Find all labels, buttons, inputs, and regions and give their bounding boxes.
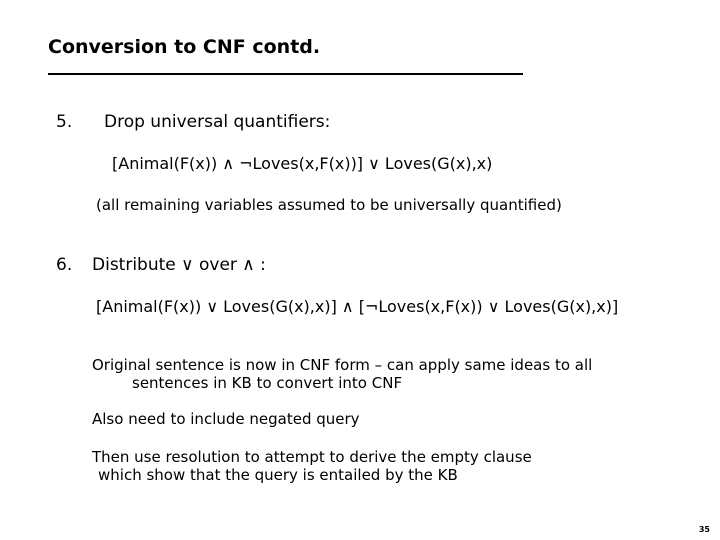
cnf-form-line-2: sentences in KB to convert into CNF	[132, 374, 403, 392]
slide-title: Conversion to CNF contd.	[48, 36, 321, 58]
step-6-heading: Distribute ∨ over ∧ :	[92, 255, 266, 275]
resolution-line-1: Then use resolution to attempt to derive the empty clause	[92, 448, 532, 466]
step-6-number: 6.	[56, 255, 73, 275]
step-6-formula: [Animal(F(x)) ∨ Loves(G(x),x)] ∧ [¬Loves(x,F(x)) ∨ Loves(G(x),x)]	[96, 297, 619, 316]
title-underline	[48, 73, 523, 75]
resolution-line-2: which show that the query is entailed by the KB	[98, 466, 458, 484]
cnf-form-line-1: Original sentence is now in CNF form – can apply same ideas to all	[92, 356, 593, 374]
page-number: 35	[698, 525, 710, 534]
step-5-formula: [Animal(F(x)) ∧ ¬Loves(x,F(x))] ∨ Loves(G(x),x)	[112, 154, 493, 173]
negated-query-paragraph	[92, 410, 360, 428]
step-5-number: 5.	[56, 112, 73, 132]
negated-query-line: Also need to include negated query	[92, 410, 360, 428]
step-5-heading: Drop universal quantifiers:	[104, 112, 331, 132]
step-5-note: (all remaining variables assumed to be universally quantified)	[96, 196, 562, 214]
resolution-paragraph	[92, 448, 532, 484]
cnf-form-paragraph	[92, 356, 592, 392]
